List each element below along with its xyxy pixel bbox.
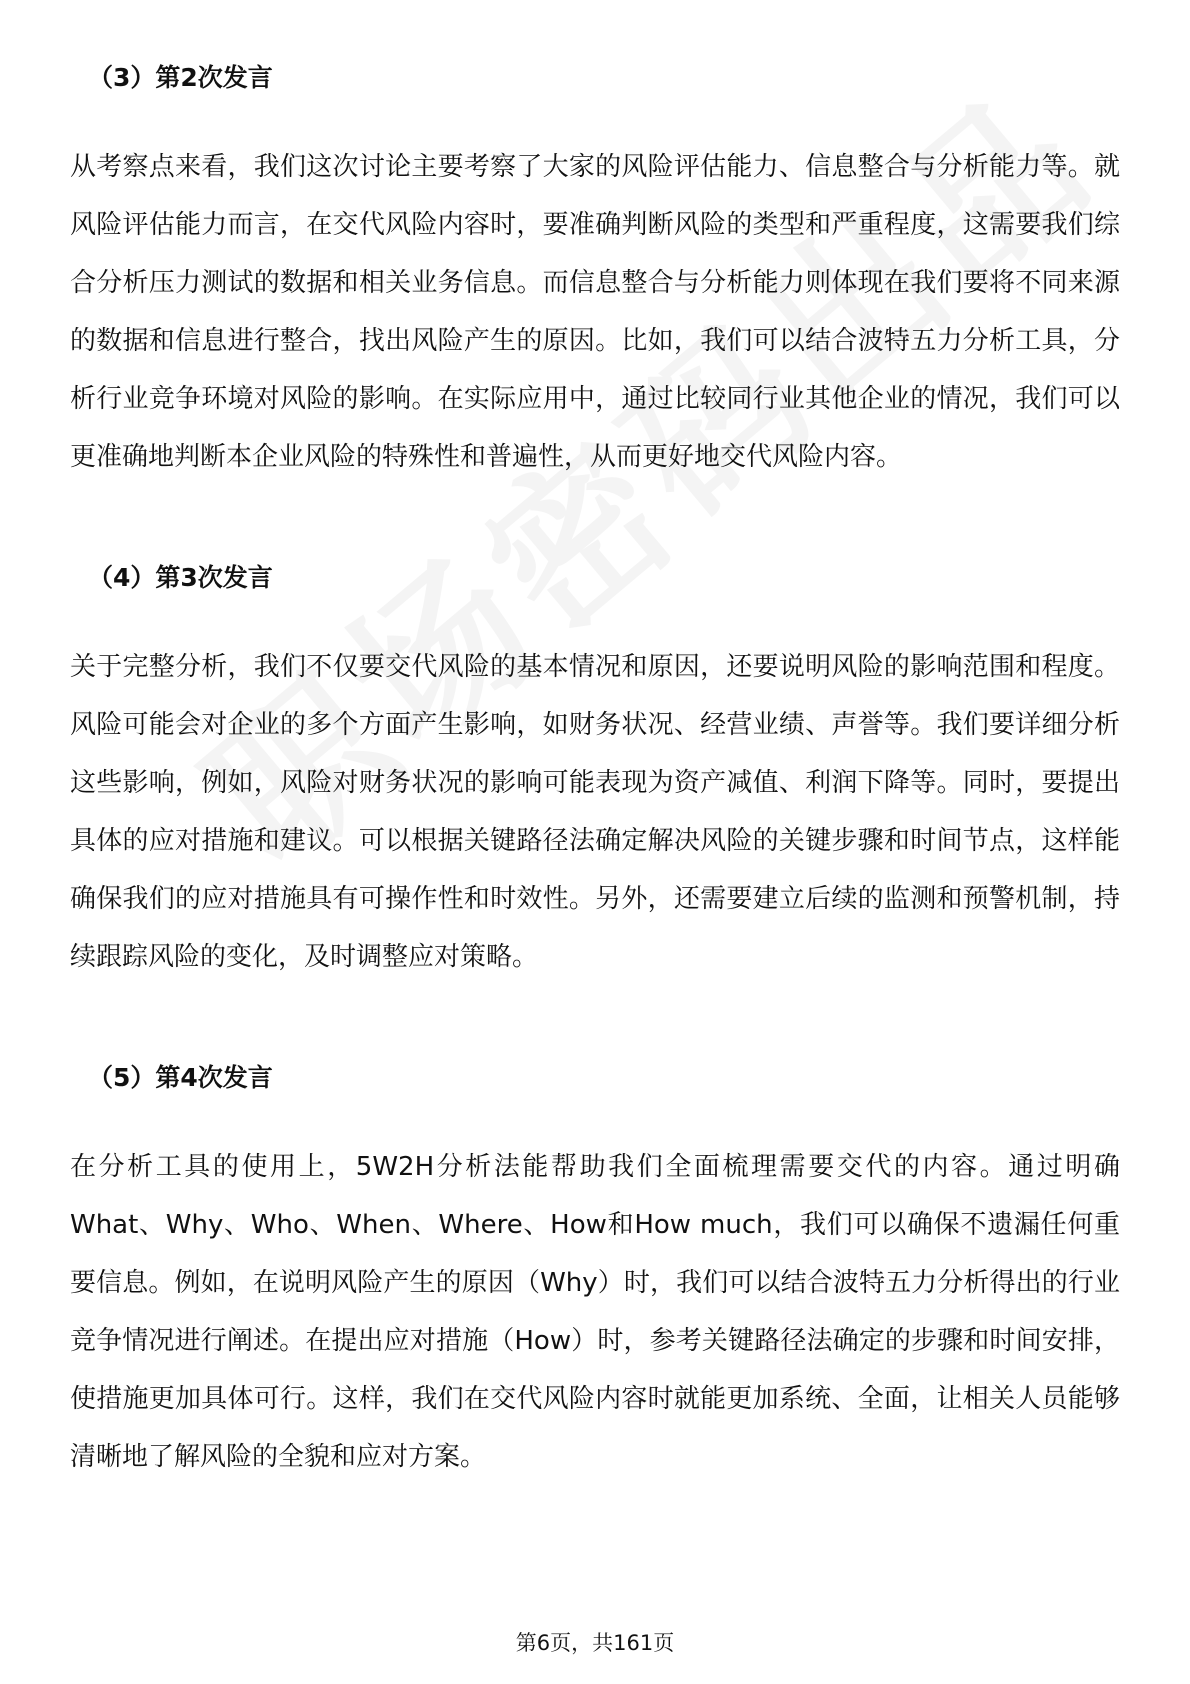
- section-heading-speech-4: （5）第4次发言: [88, 1063, 273, 1092]
- section-heading-speech-2: （3）第2次发言: [88, 63, 273, 92]
- section-heading-speech-3: （4）第3次发言: [88, 563, 273, 592]
- page-number: 第6页，共161页: [515, 1631, 675, 1655]
- section-body-speech-3: 关于完整分析，我们不仅要交代风险的基本情况和原因，还要说明风险的影响范围和程度。风险可能会对企业的多个方面产生影响，如财务状况、经营业绩、声誉等。我们要详细分析这些影响，例如，风险对财务状况的影响可能表现为资产减值、利润下降等。同时，要提出具体的应对措施和建议。可以根据关键路径法确定解决风险的关键步骤和时间节点，这样能确保我们的应对措施具有可操作性和时效性。另外，还需要建立后续的监测和预警机制，持续跟踪风险的变化，及时调整应对策略。: [70, 652, 1120, 972]
- section-body-speech-2: 从考察点来看，我们这次讨论主要考察了大家的风险评估能力、信息整合与分析能力等。就风险评估能力而言，在交代风险内容时，要准确判断风险的类型和严重程度，这需要我们综合分析压力测试的数据和相关业务信息。而信息整合与分析能力则体现在我们要将不同来源的数据和信息进行整合，找出风险产生的原因。比如，我们可以结合波特五力分析工具，分析行业竞争环境对风险的影响。在实际应用中，通过比较同行业其他企业的情况，我们可以更准确地判断本企业风险的特殊性和普遍性，从而更好地交代风险内容。: [70, 152, 1120, 472]
- section-body-speech-4: 在分析工具的使用上，5W2H分析法能帮助我们全面梳理需要交代的内容。通过明确What、Why、Who、When、Where、How和How much，我们可以确保不遗漏任何重要信息。例如，在说明风险产生的原因（Why）时，我们可以结合波特五力分析得出的行业竞争情况进行阐述。在提出应对措施（How）时，参考关键路径法确定的步骤和时间安排，使措施更加具体可行。这样，我们在交代风险内容时就能更加系统、全面，让相关人员能够清晰地了解风险的全貌和应对方案。: [70, 1152, 1120, 1472]
